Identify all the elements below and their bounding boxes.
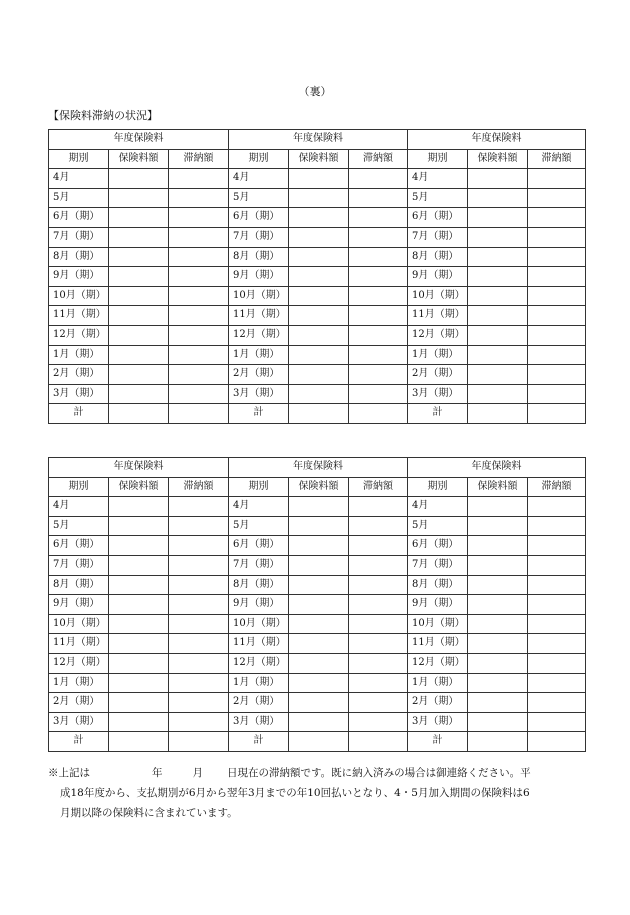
premium-amount-cell (468, 286, 528, 306)
period-label: 7月（期） (49, 555, 109, 575)
period-label: 1月（期） (49, 345, 109, 365)
arrears-amount-column-header: 滞納額 (349, 477, 408, 497)
section-title: 【保険料滞納の状況】 (48, 109, 158, 122)
arrears-amount-cell (169, 732, 229, 752)
arrears-amount-cell (169, 712, 229, 732)
period-label: 8月（期） (229, 575, 289, 595)
period-label: 1月（期） (408, 345, 468, 365)
arrears-amount-cell (169, 634, 229, 654)
arrears-amount-cell (349, 673, 408, 693)
premium-amount-column-header: 保険料額 (468, 477, 528, 497)
arrears-amount-cell (528, 712, 586, 732)
period-label: 3月（期） (229, 384, 289, 404)
premium-amount-column-header: 保険料額 (468, 149, 528, 169)
period-label: 5月 (229, 188, 289, 208)
arrears-amount-cell (169, 614, 229, 634)
arrears-amount-cell (349, 325, 408, 345)
premium-amount-cell (468, 712, 528, 732)
premium-amount-cell (289, 712, 349, 732)
period-label: 7月（期） (408, 555, 468, 575)
arrears-amount-cell (169, 693, 229, 713)
arrears-amount-cell (528, 188, 586, 208)
premium-amount-cell (289, 497, 349, 517)
group-header: 年度保険料 (229, 130, 408, 150)
table-row (49, 247, 586, 267)
premium-amount-cell (468, 365, 528, 385)
period-label: 9月（期） (229, 595, 289, 615)
note-year: 年 (152, 767, 163, 779)
premium-amount-cell (109, 325, 169, 345)
arrears-amount-cell (169, 325, 229, 345)
group-header: 年度保険料 (49, 130, 229, 150)
arrears-amount-cell (528, 286, 586, 306)
premium-amount-cell (289, 536, 349, 556)
premium-amount-cell (289, 365, 349, 385)
arrears-table-2 (48, 457, 586, 752)
premium-amount-cell (109, 208, 169, 228)
premium-amount-cell (289, 575, 349, 595)
arrears-amount-cell (349, 267, 408, 287)
arrears-amount-cell (349, 227, 408, 247)
table-row (49, 653, 586, 673)
arrears-amount-cell (528, 169, 586, 189)
arrears-amount-column-header: 滞納額 (528, 477, 586, 497)
period-label: 3月（期） (49, 712, 109, 732)
period-label: 10月（期） (229, 286, 289, 306)
period-label: 12月（期） (49, 325, 109, 345)
premium-amount-cell (109, 693, 169, 713)
table-row (49, 516, 586, 536)
period-label: 10月（期） (408, 614, 468, 634)
premium-amount-cell (289, 653, 349, 673)
arrears-amount-cell (169, 653, 229, 673)
table-row (49, 208, 586, 228)
period-label: 4月 (229, 169, 289, 189)
table-row (49, 384, 586, 404)
period-label: 4月 (49, 497, 109, 517)
premium-amount-cell (289, 345, 349, 365)
premium-amount-cell (109, 634, 169, 654)
period-label: 11月（期） (49, 634, 109, 654)
period-label: 5月 (408, 188, 468, 208)
arrears-amount-cell (169, 365, 229, 385)
note-line2: 成18年度から、支払期別が6月から翌年3月までの年10回払いとなり、4・5月加入期間の保険料は6 (60, 787, 530, 799)
arrears-amount-cell (349, 516, 408, 536)
period-label: 3月（期） (229, 712, 289, 732)
arrears-amount-cell (169, 384, 229, 404)
period-label: 9月（期） (229, 267, 289, 287)
premium-amount-cell (109, 595, 169, 615)
premium-amount-cell (289, 247, 349, 267)
premium-amount-cell (289, 169, 349, 189)
premium-amount-cell (289, 693, 349, 713)
premium-amount-cell (109, 188, 169, 208)
premium-amount-cell (468, 693, 528, 713)
arrears-amount-cell (528, 575, 586, 595)
premium-amount-cell (289, 732, 349, 752)
arrears-amount-cell (169, 247, 229, 267)
premium-amount-cell (468, 673, 528, 693)
period-label: 1月（期） (408, 673, 468, 693)
note-month: 月 (192, 767, 203, 779)
period-label: 8月（期） (49, 247, 109, 267)
arrears-amount-cell (528, 345, 586, 365)
premium-amount-cell (468, 575, 528, 595)
table-row (49, 227, 586, 247)
arrears-amount-cell (349, 365, 408, 385)
premium-amount-cell (109, 227, 169, 247)
total-label: 計 (49, 732, 109, 752)
period-label: 3月（期） (408, 384, 468, 404)
period-label: 12月（期） (229, 653, 289, 673)
premium-amount-cell (468, 267, 528, 287)
period-label: 9月（期） (408, 595, 468, 615)
premium-amount-cell (109, 555, 169, 575)
period-label: 12月（期） (408, 325, 468, 345)
period-label: 4月 (408, 169, 468, 189)
premium-amount-cell (468, 345, 528, 365)
arrears-amount-cell (528, 536, 586, 556)
arrears-amount-column-header: 滞納額 (169, 149, 229, 169)
premium-amount-cell (289, 555, 349, 575)
table-row (49, 188, 586, 208)
period-label: 10月（期） (229, 614, 289, 634)
arrears-amount-cell (169, 536, 229, 556)
period-label: 11月（期） (229, 306, 289, 326)
period-label: 2月（期） (408, 365, 468, 385)
period-label: 11月（期） (408, 306, 468, 326)
arrears-amount-cell (349, 536, 408, 556)
premium-amount-cell (109, 653, 169, 673)
period-label: 11月（期） (408, 634, 468, 654)
arrears-amount-cell (349, 575, 408, 595)
premium-amount-cell (468, 653, 528, 673)
arrears-amount-cell (349, 555, 408, 575)
premium-amount-cell (289, 614, 349, 634)
arrears-amount-cell (528, 208, 586, 228)
arrears-amount-cell (528, 384, 586, 404)
premium-amount-cell (109, 384, 169, 404)
arrears-amount-cell (528, 247, 586, 267)
premium-amount-cell (109, 306, 169, 326)
column-header-row (49, 477, 586, 497)
period-label: 5月 (49, 188, 109, 208)
premium-amount-column-header: 保険料額 (109, 477, 169, 497)
period-column-header: 期別 (408, 477, 468, 497)
arrears-amount-column-header: 滞納額 (169, 477, 229, 497)
period-label: 5月 (229, 516, 289, 536)
period-label: 11月（期） (49, 306, 109, 326)
period-label: 12月（期） (49, 653, 109, 673)
premium-amount-cell (109, 345, 169, 365)
arrears-amount-cell (169, 673, 229, 693)
premium-amount-cell (468, 732, 528, 752)
arrears-amount-cell (169, 169, 229, 189)
period-label: 6月（期） (49, 536, 109, 556)
premium-amount-cell (289, 208, 349, 228)
arrears-amount-cell (528, 325, 586, 345)
premium-amount-cell (289, 227, 349, 247)
premium-amount-cell (289, 325, 349, 345)
table-row (49, 497, 586, 517)
period-column-header: 期別 (229, 149, 289, 169)
premium-amount-cell (109, 732, 169, 752)
period-label: 2月（期） (408, 693, 468, 713)
period-label: 12月（期） (408, 653, 468, 673)
table-row (49, 404, 586, 424)
premium-amount-column-header: 保険料額 (289, 149, 349, 169)
premium-amount-cell (289, 306, 349, 326)
arrears-amount-cell (349, 208, 408, 228)
premium-amount-cell (289, 516, 349, 536)
period-label: 2月（期） (229, 693, 289, 713)
arrears-amount-cell (169, 227, 229, 247)
period-label: 8月（期） (408, 575, 468, 595)
premium-amount-cell (468, 227, 528, 247)
table-row (49, 325, 586, 345)
table-row (49, 575, 586, 595)
premium-amount-cell (109, 614, 169, 634)
group-header-row (49, 458, 586, 478)
period-label: 12月（期） (229, 325, 289, 345)
group-header: 年度保険料 (49, 458, 229, 478)
arrears-amount-column-header: 滞納額 (349, 149, 408, 169)
premium-amount-cell (289, 673, 349, 693)
arrears-amount-cell (528, 404, 586, 424)
arrears-amount-cell (349, 732, 408, 752)
arrears-amount-cell (349, 345, 408, 365)
table-row (49, 286, 586, 306)
period-label: 3月（期） (408, 712, 468, 732)
premium-amount-cell (109, 575, 169, 595)
period-column-header: 期別 (408, 149, 468, 169)
period-label: 6月（期） (408, 536, 468, 556)
arrears-amount-cell (528, 693, 586, 713)
premium-amount-cell (468, 536, 528, 556)
table-row (49, 634, 586, 654)
arrears-amount-cell (169, 345, 229, 365)
period-label: 6月（期） (408, 208, 468, 228)
premium-amount-cell (468, 325, 528, 345)
period-label: 10月（期） (49, 286, 109, 306)
period-label: 1月（期） (229, 345, 289, 365)
group-header: 年度保険料 (408, 130, 586, 150)
premium-amount-cell (468, 614, 528, 634)
group-header-row (49, 130, 586, 150)
arrears-amount-cell (169, 267, 229, 287)
premium-amount-cell (109, 247, 169, 267)
group-header: 年度保険料 (408, 458, 586, 478)
premium-amount-column-header: 保険料額 (109, 149, 169, 169)
premium-amount-cell (289, 286, 349, 306)
arrears-amount-cell (169, 516, 229, 536)
total-label: 計 (229, 732, 289, 752)
arrears-amount-cell (528, 614, 586, 634)
arrears-amount-cell (169, 555, 229, 575)
period-label: 1月（期） (229, 673, 289, 693)
premium-amount-cell (289, 384, 349, 404)
arrears-amount-cell (528, 555, 586, 575)
period-label: 7月（期） (408, 227, 468, 247)
arrears-amount-cell (169, 286, 229, 306)
table-row (49, 693, 586, 713)
period-label: 5月 (49, 516, 109, 536)
arrears-amount-cell (528, 653, 586, 673)
table-row (49, 614, 586, 634)
period-column-header: 期別 (49, 477, 109, 497)
arrears-amount-cell (349, 306, 408, 326)
period-label: 2月（期） (49, 693, 109, 713)
arrears-amount-cell (169, 575, 229, 595)
arrears-amount-cell (169, 306, 229, 326)
premium-amount-cell (109, 267, 169, 287)
period-label: 8月（期） (229, 247, 289, 267)
table-row (49, 673, 586, 693)
period-label: 7月（期） (49, 227, 109, 247)
premium-amount-cell (109, 536, 169, 556)
table-row (49, 555, 586, 575)
arrears-amount-cell (349, 712, 408, 732)
arrears-amount-cell (169, 208, 229, 228)
period-label: 10月（期） (408, 286, 468, 306)
premium-amount-cell (109, 404, 169, 424)
premium-amount-cell (109, 365, 169, 385)
period-label: 4月 (229, 497, 289, 517)
note-line3: 月期以降の保険料に含まれています。 (60, 807, 238, 819)
premium-amount-cell (468, 634, 528, 654)
period-label: 2月（期） (229, 365, 289, 385)
premium-amount-cell (109, 516, 169, 536)
premium-amount-cell (468, 555, 528, 575)
arrears-amount-cell (528, 732, 586, 752)
period-label: 11月（期） (229, 634, 289, 654)
premium-amount-cell (289, 595, 349, 615)
period-label: 1月（期） (49, 673, 109, 693)
arrears-amount-cell (349, 653, 408, 673)
arrears-amount-cell (349, 497, 408, 517)
arrears-amount-cell (528, 595, 586, 615)
premium-amount-cell (109, 673, 169, 693)
premium-amount-cell (289, 404, 349, 424)
premium-amount-cell (468, 247, 528, 267)
arrears-amount-cell (169, 595, 229, 615)
premium-amount-cell (289, 634, 349, 654)
period-label: 7月（期） (229, 555, 289, 575)
period-label: 6月（期） (49, 208, 109, 228)
period-label: 4月 (408, 497, 468, 517)
arrears-amount-cell (528, 673, 586, 693)
premium-amount-cell (109, 169, 169, 189)
arrears-amount-cell (169, 497, 229, 517)
table-row (49, 712, 586, 732)
period-label: 9月（期） (49, 595, 109, 615)
page-side-label: （裏） (298, 85, 332, 98)
premium-amount-column-header: 保険料額 (289, 477, 349, 497)
total-label: 計 (49, 404, 109, 424)
total-label: 計 (408, 732, 468, 752)
arrears-amount-cell (349, 169, 408, 189)
premium-amount-cell (468, 404, 528, 424)
period-label: 8月（期） (49, 575, 109, 595)
period-label: 7月（期） (229, 227, 289, 247)
period-column-header: 期別 (49, 149, 109, 169)
total-label: 計 (229, 404, 289, 424)
period-label: 5月 (408, 516, 468, 536)
table-row (49, 306, 586, 326)
premium-amount-cell (109, 286, 169, 306)
period-label: 2月（期） (49, 365, 109, 385)
arrears-amount-cell (528, 516, 586, 536)
arrears-amount-cell (349, 286, 408, 306)
period-label: 6月（期） (229, 208, 289, 228)
premium-amount-cell (468, 384, 528, 404)
table-row (49, 345, 586, 365)
period-column-header: 期別 (229, 477, 289, 497)
arrears-amount-cell (349, 595, 408, 615)
table-row (49, 365, 586, 385)
arrears-amount-cell (528, 227, 586, 247)
premium-amount-cell (289, 267, 349, 287)
table-row (49, 267, 586, 287)
premium-amount-cell (468, 188, 528, 208)
period-label: 4月 (49, 169, 109, 189)
period-label: 6月（期） (229, 536, 289, 556)
premium-amount-cell (109, 712, 169, 732)
arrears-amount-cell (349, 634, 408, 654)
period-label: 10月（期） (49, 614, 109, 634)
arrears-amount-cell (528, 634, 586, 654)
premium-amount-cell (289, 188, 349, 208)
arrears-amount-cell (349, 693, 408, 713)
premium-amount-cell (468, 516, 528, 536)
premium-amount-cell (468, 306, 528, 326)
table-row (49, 595, 586, 615)
arrears-amount-cell (528, 306, 586, 326)
arrears-amount-cell (349, 384, 408, 404)
table-row (49, 169, 586, 189)
note-line1: 日現在の滞納額です。既に納入済みの場合は御連絡ください。平 (227, 767, 531, 779)
arrears-amount-cell (349, 404, 408, 424)
column-header-row (49, 149, 586, 169)
arrears-table-1 (48, 129, 586, 424)
table-row (49, 536, 586, 556)
arrears-amount-cell (169, 404, 229, 424)
premium-amount-cell (468, 169, 528, 189)
period-label: 3月（期） (49, 384, 109, 404)
period-label: 9月（期） (408, 267, 468, 287)
table-row (49, 732, 586, 752)
period-label: 8月（期） (408, 247, 468, 267)
note-prefix: ※上記は (48, 767, 90, 779)
premium-amount-cell (468, 595, 528, 615)
arrears-amount-cell (169, 188, 229, 208)
arrears-amount-cell (528, 267, 586, 287)
footnote (48, 763, 588, 823)
arrears-amount-cell (528, 365, 586, 385)
arrears-amount-cell (349, 614, 408, 634)
arrears-amount-cell (528, 497, 586, 517)
premium-amount-cell (109, 497, 169, 517)
period-label: 9月（期） (49, 267, 109, 287)
total-label: 計 (408, 404, 468, 424)
arrears-amount-column-header: 滞納額 (528, 149, 586, 169)
premium-amount-cell (468, 208, 528, 228)
arrears-amount-cell (349, 247, 408, 267)
arrears-amount-cell (349, 188, 408, 208)
group-header: 年度保険料 (229, 458, 408, 478)
premium-amount-cell (468, 497, 528, 517)
